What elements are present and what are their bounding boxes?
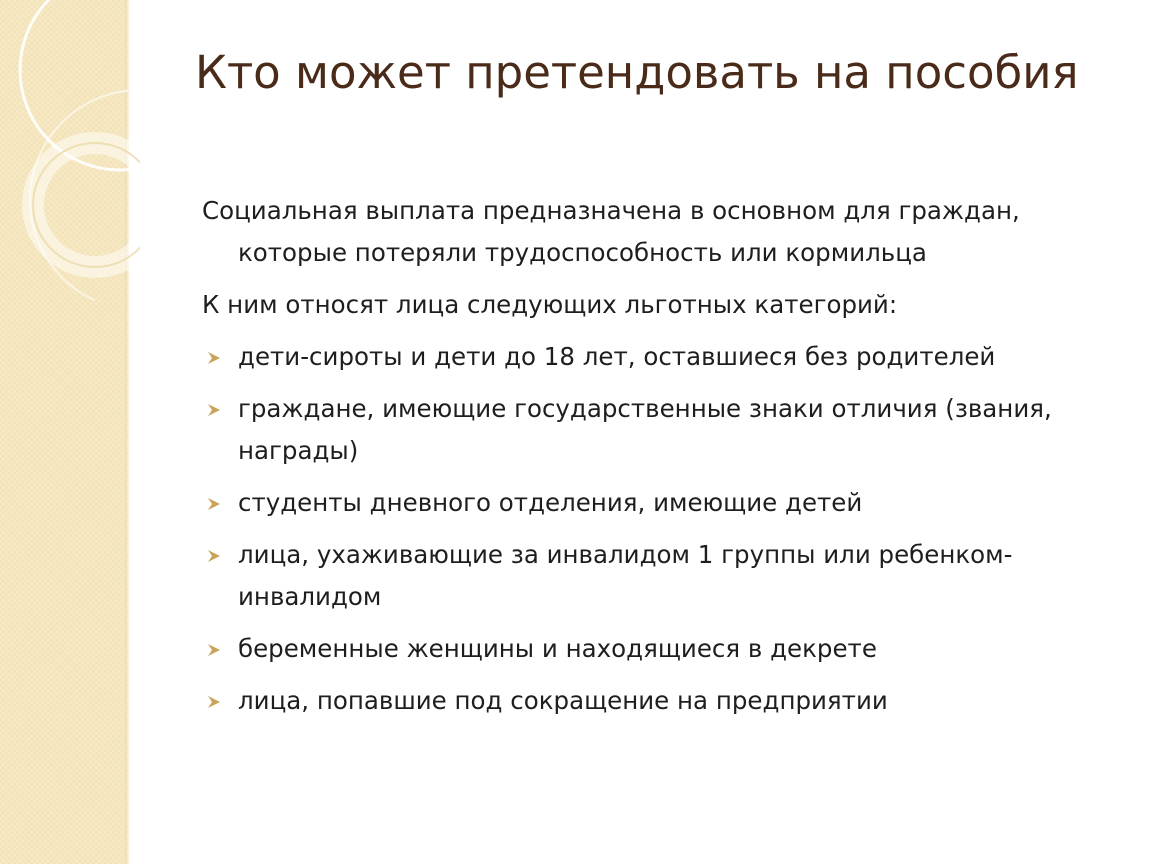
decorative-rings-icon: [0, 0, 140, 300]
arrowhead-bullet-icon: [206, 695, 222, 709]
arrowhead-bullet-icon: [206, 351, 222, 365]
lead-paragraph: К ним относят лица следующих льготных категорий:: [202, 290, 898, 319]
arrowhead-bullet-icon: [206, 497, 222, 511]
arrowhead-bullet-icon: [206, 643, 222, 657]
arrowhead-bullet-icon: [206, 403, 222, 417]
list-item: [202, 680, 1117, 722]
slide-title: Кто может претендовать на пособия: [195, 46, 1079, 99]
list-item-text: студенты дневного отделения, имеющие детей: [238, 488, 863, 517]
list-item: [202, 534, 1117, 618]
list-item-text: граждане, имеющие государственные знаки отличия (звания, награды): [238, 394, 1052, 465]
list-item: [202, 482, 1117, 524]
list-item-text: лица, попавшие под сокращение на предприятии: [238, 686, 888, 715]
list-item-text: лица, ухаживающие за инвалидом 1 группы или ребенком-инвалидом: [238, 540, 1013, 611]
slide-body: [202, 190, 1117, 732]
list-item-text: дети-сироты и дети до 18 лет, оставшиеся без родителей: [238, 342, 996, 371]
arrowhead-bullet-icon: [206, 549, 222, 563]
list-item: [202, 336, 1117, 378]
list-item-text: беременные женщины и находящиеся в декрете: [238, 634, 877, 663]
list-item: [202, 388, 1117, 472]
intro-paragraph: Социальная выплата предназначена в основном для граждан, которые потеряли трудоспособность или кормильца: [202, 196, 1020, 267]
list-item: [202, 628, 1117, 670]
